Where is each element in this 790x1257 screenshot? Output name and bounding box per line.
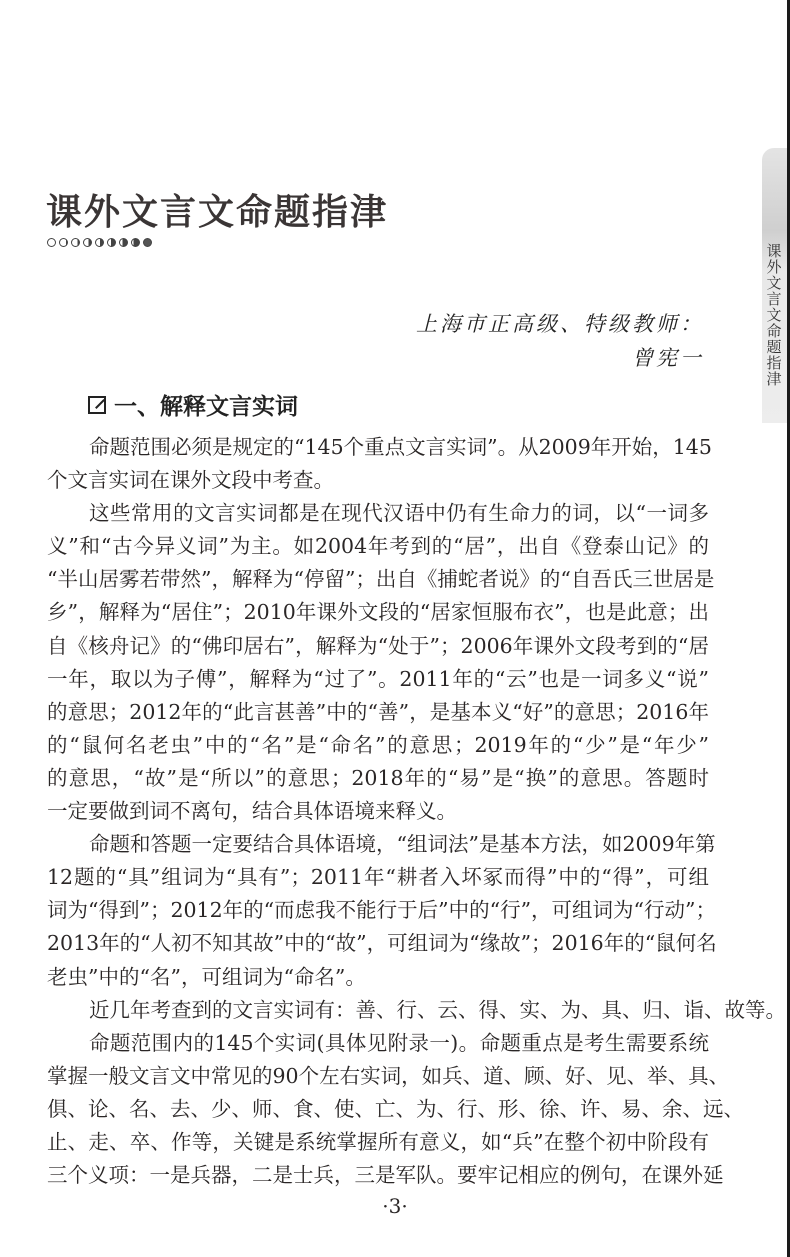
text-line: 个文言实词在课外文段中考查。 (47, 468, 334, 493)
section-heading (88, 388, 298, 421)
text-line: 的意思；2012年的“此言甚善”中的“善”，是基本义“好”的意思；2016年 (47, 699, 709, 724)
side-tab-label: 课外文言文命题指津 (766, 242, 782, 388)
text-line: 三个义项：一是兵器，二是士兵，三是军队。要牢记相应的例句，在课外延 (47, 1163, 724, 1188)
text-line: 自《核舟记》的“佛印居右”，解释为“处于”；2006年课外文段考到的“居 (47, 633, 709, 658)
dot-icon (83, 238, 92, 247)
text-line: 12题的“具”组词为“具有”；2011年“耕者入坏冢而得”中的“得”，可组 (47, 865, 709, 890)
author-title: 上海市正高级、特级教师： (416, 312, 704, 336)
text-line: 2013年的“人初不知其故”中的“故”，可组词为“缘故”；2016年的“鼠何名 (47, 931, 717, 956)
text-line: 的意思，“故”是“所以”的意思；2018年的“易”是“换”的意思。答题时 (47, 765, 709, 790)
text-line: 命题范围内的145个实词(具体见附录一)。命题重点是考生需要系统 (89, 1030, 709, 1055)
text-line: 命题和答题一定要结合具体语境，“组词法”是基本方法，如2009年第 (89, 832, 716, 857)
dot-icon (131, 238, 140, 247)
text-line: 一定要做到词不离句，结合具体语境来释义。 (47, 799, 457, 824)
text-line: 的“鼠何名老虫”中的“名”是“命名”的意思；2019年的“少”是“年少” (47, 732, 709, 757)
text-line: 掌握一般文言文中常见的90个左右实词，如兵、道、顾、好、见、举、具、 (47, 1063, 730, 1088)
decorative-dots (47, 238, 152, 247)
edit-icon (88, 396, 106, 414)
dot-icon (59, 238, 68, 247)
dot-icon (119, 238, 128, 247)
text-line: 乡”，解释为“居住”；2010年课外文段的“居家恒服布衣”，也是此意；出 (47, 600, 709, 625)
text-line: “半山居雾若带然”，解释为“停留”；出自《捕蛇者说》的“自吾氏三世居是 (47, 567, 715, 592)
text-line: 老虫”中的“名”，可组词为“命名”。 (47, 964, 366, 989)
page-title: 课外文言文命题指津 (46, 192, 389, 233)
dot-icon (107, 238, 116, 247)
text-line: 一年，取以为子傅”，解释为“过了”。2011年的“云”也是一词多义“说” (47, 666, 709, 691)
body-text (47, 431, 786, 1192)
text-line: 止、走、卒、作等，关键是系统掌握所有意义，如“兵”在整个初中阶段有 (47, 1129, 709, 1154)
page-number: ·3· (382, 1194, 408, 1218)
author-name: 曾宪一 (632, 346, 704, 370)
dot-icon (143, 238, 152, 247)
text-line: 义”和“古今异义词”为主。如2004年考到的“居”，出自《登泰山记》的 (47, 534, 709, 559)
text-line: 命题范围必须是规定的“145个重点文言实词”。从2009年开始，145 (89, 435, 712, 459)
dot-icon (47, 238, 56, 247)
text-line: 这些常用的文言实词都是在现代汉语中仍有生命力的词，以“一词多 (89, 501, 709, 526)
dot-icon (95, 238, 104, 247)
text-line: 俱、论、名、去、少、师、食、使、亡、为、行、形、徐、许、易、余、远、 (47, 1096, 744, 1121)
dot-icon (71, 238, 80, 247)
text-line: 词为“得到”；2012年的“而虑我不能行于后”中的“行”，可组词为“行动”； (47, 898, 717, 923)
text-line: 近几年考查到的文言实词有：善、行、云、得、实、为、具、归、诣、故等。 (89, 997, 786, 1022)
section-heading-text: 一、解释文言实词 (114, 394, 298, 420)
